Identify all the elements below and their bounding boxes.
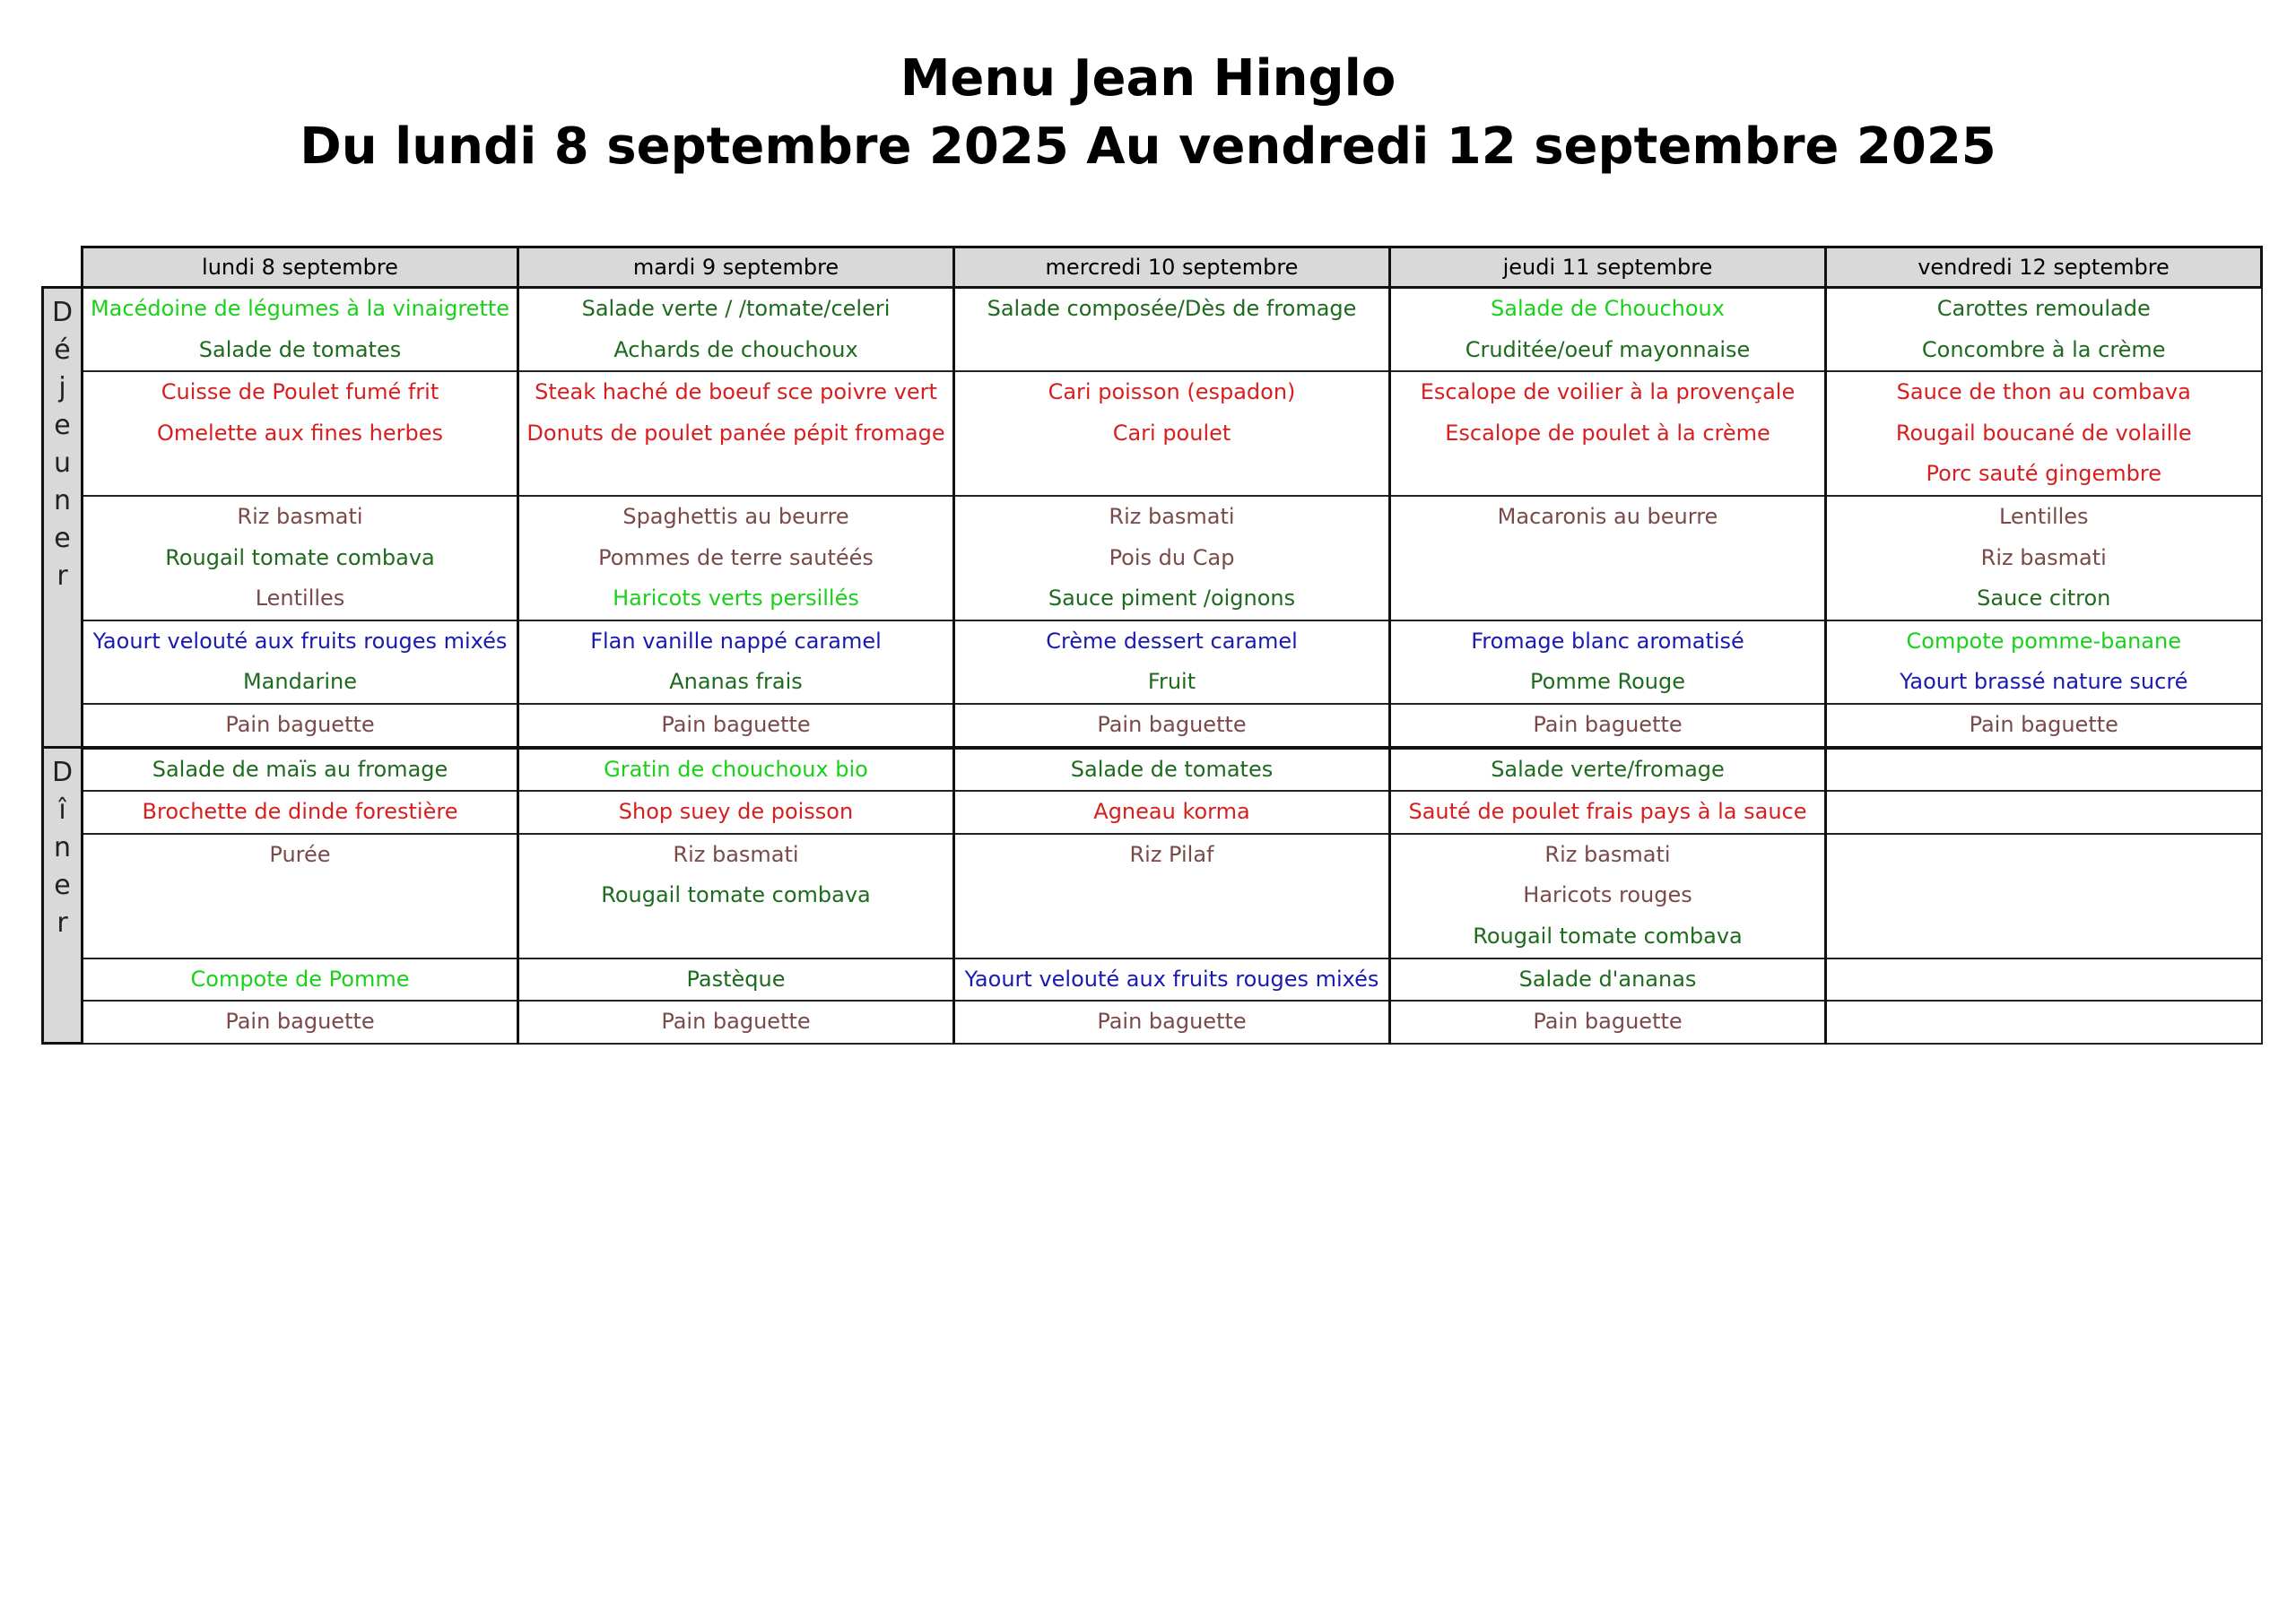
- menu-cell-lundi: [83, 834, 518, 958]
- menu-item: Cari poisson (espadon): [1048, 379, 1296, 405]
- menu-cell-jeudi: [1390, 371, 1826, 496]
- menu-item: Ananas frais: [669, 669, 803, 695]
- menu-item: Riz basmati: [1980, 544, 2107, 570]
- menu-item: Brochette de dinde forestière: [142, 799, 458, 825]
- menu-item: Sauce de thon au combava: [1896, 379, 2191, 405]
- menu-cell-mercredi: [954, 791, 1390, 834]
- menu-cell-lundi: [83, 620, 518, 704]
- menu-item: Salade composée/Dès de fromage: [987, 296, 1357, 321]
- menu-cell-jeudi: [1390, 748, 1826, 792]
- menu-cell-lundi: [83, 958, 518, 1002]
- menu-cell-mardi: [518, 371, 954, 496]
- menu-item: Salade verte/fromage: [1491, 756, 1725, 782]
- menu-item: Salade de tomates: [198, 336, 402, 362]
- menu-cell-lundi: [83, 288, 518, 372]
- menu-item: Pain baguette: [1097, 1009, 1247, 1035]
- menu-cell-lundi: [83, 496, 518, 620]
- menu-item: Rougail tomate combava: [1473, 923, 1743, 949]
- menu-item: Riz basmati: [1544, 841, 1671, 867]
- menu-item: Porc sauté gingembre: [1926, 461, 2162, 487]
- menu-cell-jeudi: [1390, 496, 1826, 620]
- menu-item: Purée: [269, 841, 331, 867]
- menu-item: Compote de Pomme: [190, 966, 410, 992]
- menu-cell-jeudi: [1390, 704, 1826, 748]
- menu-cell-jeudi: [1390, 1001, 1826, 1044]
- meal-label-letter: î: [58, 794, 66, 827]
- menu-item: Riz basmati: [673, 841, 799, 867]
- menu-cell-mardi: [518, 704, 954, 748]
- menu-cell-mercredi: [954, 620, 1390, 704]
- diner-row: [43, 1001, 2262, 1044]
- menu-item: Pain baguette: [225, 1009, 375, 1035]
- menu-item: Crème dessert caramel: [1046, 628, 1298, 654]
- meal-label-letter: u: [53, 447, 71, 479]
- menu-cell-mercredi: [954, 748, 1390, 792]
- diner-label: [43, 748, 83, 1044]
- menu-item: Sauté de poulet frais pays à la sauce: [1408, 799, 1807, 825]
- day-header-mercredi: mercredi 10 septembre: [954, 247, 1390, 288]
- menu-item: Pain baguette: [1969, 711, 2118, 737]
- dejeuner-row: [43, 496, 2262, 620]
- menu-cell-jeudi: [1390, 958, 1826, 1002]
- menu-item: Rougail boucané de volaille: [1895, 420, 2192, 446]
- menu-item: Rougail tomate combava: [165, 544, 435, 570]
- menu-item: Sauce piment /oignons: [1048, 585, 1296, 612]
- menu-cell-vendredi: [1826, 791, 2262, 834]
- menu-cell-vendredi: [1826, 620, 2262, 704]
- dejeuner-row: [43, 371, 2262, 496]
- menu-item: Riz Pilaf: [1129, 841, 1214, 867]
- day-header-jeudi: jeudi 11 septembre: [1390, 247, 1826, 288]
- menu-item: Yaourt brassé nature sucré: [1900, 669, 2188, 695]
- menu-cell-vendredi: [1826, 834, 2262, 958]
- menu-cell-mardi: [518, 834, 954, 958]
- menu-item: Omelette aux fines herbes: [156, 420, 443, 446]
- menu-item: Mandarine: [242, 669, 358, 695]
- day-header-mardi: mardi 9 septembre: [518, 247, 954, 288]
- menu-item: Yaourt velouté aux fruits rouges mixés: [92, 628, 508, 654]
- menu-item: Pomme Rouge: [1530, 669, 1685, 695]
- menu-body: [43, 288, 2262, 1044]
- menu-cell-lundi: [83, 704, 518, 748]
- menu-item: Rougail tomate combava: [601, 882, 871, 908]
- menu-item: Pain baguette: [225, 711, 375, 737]
- menu-item: Pain baguette: [661, 711, 811, 737]
- menu-item: Macaronis au beurre: [1497, 503, 1718, 529]
- menu-item: Salade de Chouchoux: [1491, 296, 1725, 321]
- menu-cell-vendredi: [1826, 288, 2262, 372]
- menu-item: Flan vanille nappé caramel: [590, 628, 882, 654]
- meal-label-letter: é: [54, 334, 71, 366]
- menu-cell-mercredi: [954, 496, 1390, 620]
- menu-item: Fromage blanc aromatisé: [1471, 628, 1744, 654]
- meal-label-letter: j: [58, 372, 66, 403]
- menu-item: Macédoine de légumes à la vinaigrette: [90, 296, 510, 321]
- menu-item: Pain baguette: [661, 1009, 811, 1035]
- menu-cell-mercredi: [954, 1001, 1390, 1044]
- menu-item: Pain baguette: [1097, 711, 1247, 737]
- menu-item: Pois du Cap: [1109, 544, 1235, 570]
- menu-item: Carottes remoulade: [1936, 296, 2151, 321]
- menu-item: Compote pomme-banane: [1906, 628, 2181, 654]
- menu-cell-mardi: [518, 620, 954, 704]
- menu-item: Pommes de terre sautéés: [598, 544, 874, 570]
- menu-cell-mercredi: [954, 288, 1390, 372]
- menu-cell-jeudi: [1390, 620, 1826, 704]
- menu-cell-mercredi: [954, 371, 1390, 496]
- menu-cell-mercredi: [954, 834, 1390, 958]
- menu-item: Pastèque: [686, 966, 786, 992]
- menu-cell-lundi: [83, 1001, 518, 1044]
- menu-item: Concombre à la crème: [1921, 336, 2166, 362]
- menu-item: Escalope de voilier à la provençale: [1420, 379, 1796, 405]
- menu-item: Salade de tomates: [1070, 756, 1274, 782]
- menu-item: Fruit: [1147, 669, 1196, 695]
- menu-cell-jeudi: [1390, 834, 1826, 958]
- menu-cell-mardi: [518, 958, 954, 1002]
- menu-item: Steak haché de boeuf sce poivre vert: [535, 379, 937, 405]
- menu-cell-vendredi: [1826, 704, 2262, 748]
- dejeuner-label: [43, 288, 83, 748]
- menu-cell-vendredi: [1826, 496, 2262, 620]
- menu-cell-mercredi: [954, 704, 1390, 748]
- menu-cell-lundi: [83, 791, 518, 834]
- menu-item: Yaourt velouté aux fruits rouges mixés: [964, 966, 1379, 992]
- meal-label-letter: e: [54, 410, 71, 441]
- menu-item: Haricots verts persillés: [613, 585, 859, 612]
- corner-cell: [43, 247, 83, 288]
- meal-label-letter: D: [51, 757, 74, 789]
- menu-cell-vendredi: [1826, 958, 2262, 1002]
- menu-item: Lentilles: [1998, 503, 2089, 529]
- menu-item: Riz basmati: [237, 503, 363, 529]
- menu-item: Cruditée/oeuf mayonnaise: [1465, 336, 1751, 362]
- meal-label-letter: D: [51, 297, 74, 328]
- diner-row: [43, 791, 2262, 834]
- menu-item: Salade verte / /tomate/celeri: [581, 296, 891, 321]
- diner-row: [43, 748, 2262, 792]
- menu-item: Cuisse de Poulet fumé frit: [161, 379, 439, 405]
- menu-cell-mardi: [518, 748, 954, 792]
- menu-item: Salade d'ananas: [1518, 966, 1697, 992]
- menu-cell-vendredi: [1826, 371, 2262, 496]
- menu-cell-lundi: [83, 748, 518, 792]
- menu-cell-mardi: [518, 791, 954, 834]
- meal-label-letter: r: [57, 560, 68, 592]
- menu-cell-mardi: [518, 288, 954, 372]
- menu-item: Haricots rouges: [1523, 882, 1692, 908]
- menu-item: Donuts de poulet panée pépit fromage: [526, 420, 945, 446]
- day-header-row: [43, 247, 2262, 288]
- diner-row: [43, 958, 2262, 1002]
- dejeuner-row: [43, 704, 2262, 748]
- meal-label-letter: n: [53, 832, 71, 864]
- menu-item: Gratin de chouchoux bio: [604, 756, 868, 782]
- menu-cell-vendredi: [1826, 748, 2262, 792]
- document-header: [0, 45, 2296, 181]
- menu-cell-jeudi: [1390, 791, 1826, 834]
- diner-row: [43, 834, 2262, 958]
- menu-item: Spaghettis au beurre: [622, 503, 849, 529]
- menu-cell-jeudi: [1390, 288, 1826, 372]
- menu-cell-mercredi: [954, 958, 1390, 1002]
- page-subtitle: Du lundi 8 septembre 2025 Au vendredi 12 septembre 2025: [300, 117, 1996, 176]
- dejeuner-row: [43, 620, 2262, 704]
- menu-item: Shop suey de poisson: [618, 799, 854, 825]
- menu-item: Agneau korma: [1093, 799, 1250, 825]
- menu-cell-mardi: [518, 496, 954, 620]
- menu-cell-mardi: [518, 1001, 954, 1044]
- meal-label-letter: r: [57, 907, 68, 940]
- menu-cell-vendredi: [1826, 1001, 2262, 1044]
- menu-item: Pain baguette: [1533, 711, 1683, 737]
- menu-cell-lundi: [83, 371, 518, 496]
- menu-item: Achards de chouchoux: [613, 336, 858, 362]
- menu-item: Lentilles: [255, 585, 345, 612]
- menu-item: Sauce citron: [1977, 585, 2111, 612]
- menu-item: Escalope de poulet à la crème: [1445, 420, 1770, 446]
- day-header-lundi: lundi 8 septembre: [83, 247, 518, 288]
- menu-item: Pain baguette: [1533, 1009, 1683, 1035]
- dejeuner-row: [43, 288, 2262, 372]
- meal-label-letter: e: [54, 523, 71, 554]
- menu-item: Cari poulet: [1112, 420, 1231, 446]
- meal-label-letter: e: [54, 870, 71, 902]
- menu-item: Salade de maïs au fromage: [152, 756, 448, 782]
- page-title: Menu Jean Hinglo: [900, 49, 1396, 108]
- menu-table: [41, 246, 2263, 1045]
- meal-label-letter: n: [53, 485, 71, 516]
- menu-item: Riz basmati: [1109, 503, 1235, 529]
- day-header-vendredi: vendredi 12 septembre: [1826, 247, 2262, 288]
